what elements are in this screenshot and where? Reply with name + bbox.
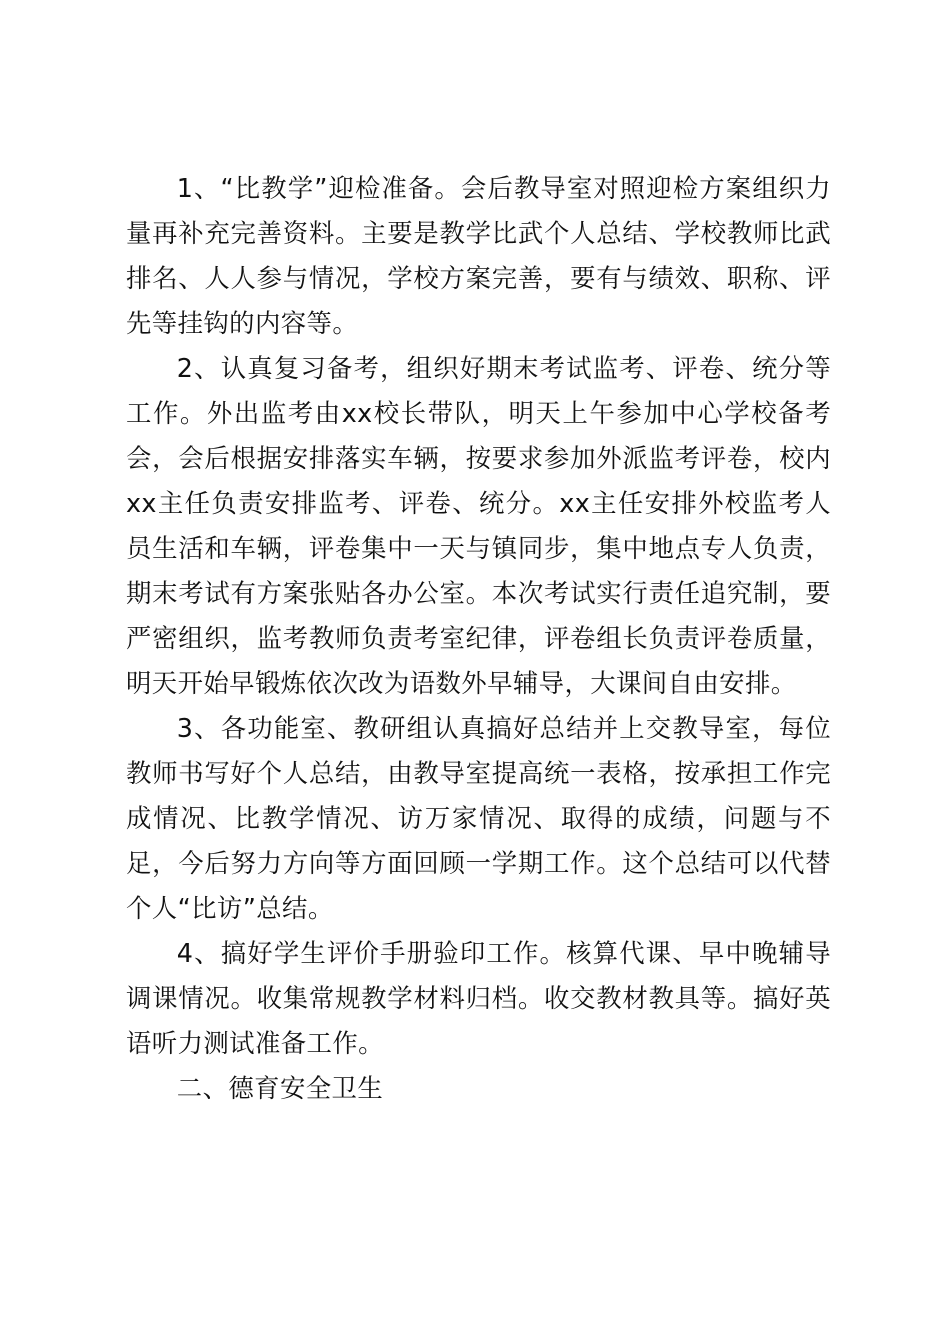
paragraph-student-evaluation: 4、搞好学生评价手册验印工作。核算代课、早中晚辅导调课情况。收集常规教学材料归档。收交教材教具等。搞好英语听力测试准备工作。 — [126, 938, 831, 1058]
document-body — [126, 166, 831, 1111]
paragraph-summary: 3、各功能室、教研组认真搞好总结并上交教导室，每位教师书写好个人总结，由教导室提高统一表格，按承担工作完成情况、比教学情况、访万家情况、取得的成绩，问题与不足，今后努力方向等方面回顾一学期工作。这个总结可以代替个人“比访”总结。 — [126, 713, 831, 923]
paragraph-final-exam: 2、认真复习备考，组织好期末考试监考、评卷、统分等工作。外出监考由xx校长带队，明天上午参加中心学校备考会，会后根据安排落实车辆，按要求参加外派监考评卷，校内xx主任负责安排监考、评卷、统分。xx主任安排外校监考人员生活和车辆，评卷集中一天与镇同步，集中地点专人负责，期末考试有方案张贴各办公室。本次考试实行责任追究制，要严密组织，监考教师负责考室纪律，评卷组长负责评卷质量，明天开始早锻炼依次改为语数外早辅导，大课间自由安排。 — [126, 353, 831, 698]
paragraph-exam-prep: 1、“比教学”迎检准备。会后教导室对照迎检方案组织力量再补充完善资料。主要是教学比武个人总结、学校教师比武排名、人人参与情况，学校方案完善，要有与绩效、职称、评先等挂钩的内容等。 — [126, 173, 831, 338]
section-heading-moral-safety-hygiene: 二、德育安全卫生 — [176, 1073, 384, 1103]
